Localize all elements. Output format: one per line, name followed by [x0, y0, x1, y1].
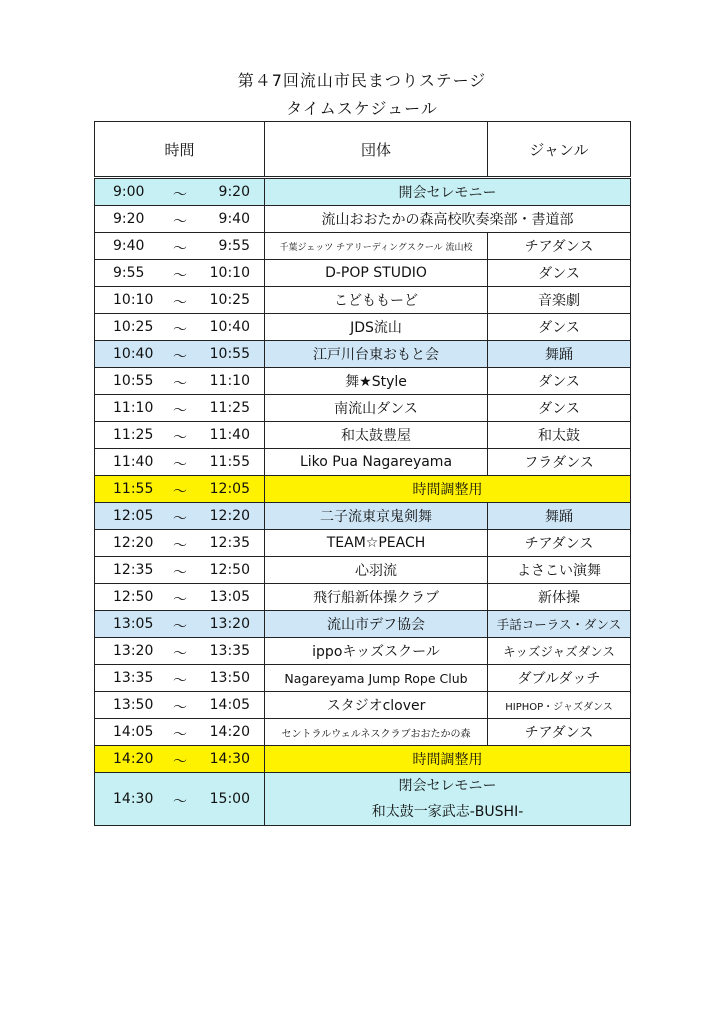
header-time: 時間 [95, 122, 265, 178]
time-cell [95, 341, 265, 368]
tilde: ～ [173, 619, 187, 635]
document-title: 第４7回流山市民まつりステージ [237, 71, 487, 90]
tilde: ～ [173, 673, 187, 689]
table-row [95, 341, 631, 368]
genre-cell: ダブルダッチ [488, 665, 631, 692]
start-time: 14:05 [113, 724, 154, 740]
table-row [95, 395, 631, 422]
table-row [95, 773, 631, 826]
time-cell [95, 206, 265, 233]
end-time: 13:20 [209, 616, 250, 632]
group-line-1: 閉会セレモニー [398, 778, 497, 794]
table-row [95, 719, 631, 746]
group-cell: 流山市デフ協会 [265, 611, 488, 638]
time-cell [95, 314, 265, 341]
start-time: 12:50 [113, 589, 154, 605]
time-cell [95, 449, 265, 476]
genre-cell: よさこい演舞 [488, 557, 631, 584]
start-time: 9:55 [113, 265, 145, 281]
end-time: 11:10 [209, 373, 250, 389]
end-time: 13:50 [209, 670, 250, 686]
end-time: 13:05 [209, 589, 250, 605]
tilde: ～ [173, 538, 187, 554]
group-cell [265, 773, 631, 826]
table-row [95, 314, 631, 341]
table-row [95, 476, 631, 503]
tilde: ～ [173, 268, 187, 284]
group-cell: TEAM☆PEACH [265, 530, 488, 557]
tilde: ～ [173, 592, 187, 608]
time-cell [95, 503, 265, 530]
start-time: 13:05 [113, 616, 154, 632]
start-time: 11:55 [113, 481, 154, 497]
end-time: 12:20 [209, 508, 250, 524]
tilde: ～ [173, 430, 187, 446]
header-genre: ジャンル [488, 122, 631, 178]
table-row [95, 611, 631, 638]
group-cell: JDS流山 [265, 314, 488, 341]
schedule-table [94, 121, 631, 826]
start-time: 11:40 [113, 454, 154, 470]
end-time: 15:00 [209, 791, 250, 807]
group-cell: Nagareyama Jump Rope Club [265, 665, 488, 692]
time-cell [95, 395, 265, 422]
tilde: ～ [173, 727, 187, 743]
table-row [95, 503, 631, 530]
tilde: ～ [173, 241, 187, 257]
tilde: ～ [173, 700, 187, 716]
tilde: ～ [173, 322, 187, 338]
table-row [95, 178, 631, 206]
group-cell: スタジオclover [265, 692, 488, 719]
header-row [95, 122, 631, 178]
group-cell: 飛行船新体操クラブ [265, 584, 488, 611]
time-cell [95, 638, 265, 665]
time-cell [95, 422, 265, 449]
start-time: 12:35 [113, 562, 154, 578]
genre-cell: 手話コーラス・ダンス [488, 611, 631, 638]
tilde: ～ [173, 511, 187, 527]
end-time: 10:25 [209, 292, 250, 308]
genre-cell: 舞踊 [488, 503, 631, 530]
table-row [95, 233, 631, 260]
group-cell: 江戸川台東おもと会 [265, 341, 488, 368]
genre-cell: ダンス [488, 395, 631, 422]
tilde: ～ [173, 754, 187, 770]
tilde: ～ [173, 187, 187, 203]
end-time: 14:30 [209, 751, 250, 767]
table-row [95, 746, 631, 773]
tilde: ～ [173, 646, 187, 662]
group-cell: 舞★Style [265, 368, 488, 395]
time-cell [95, 584, 265, 611]
tilde: ～ [173, 484, 187, 500]
start-time: 12:05 [113, 508, 154, 524]
time-cell [95, 692, 265, 719]
start-time: 13:20 [113, 643, 154, 659]
genre-cell: フラダンス [488, 449, 631, 476]
table-row [95, 665, 631, 692]
time-cell [95, 557, 265, 584]
start-time: 13:50 [113, 697, 154, 713]
end-time: 10:55 [209, 346, 250, 362]
time-cell [95, 719, 265, 746]
table-row [95, 368, 631, 395]
start-time: 11:25 [113, 427, 154, 443]
time-cell [95, 746, 265, 773]
start-time: 10:25 [113, 319, 154, 335]
genre-cell: 舞踊 [488, 341, 631, 368]
header-group: 団体 [265, 122, 488, 178]
start-time: 13:35 [113, 670, 154, 686]
table-row [95, 422, 631, 449]
end-time: 9:55 [218, 238, 250, 254]
start-time: 9:40 [113, 238, 145, 254]
table-row [95, 557, 631, 584]
time-cell [95, 773, 265, 826]
group-cell: 流山おおたかの森高校吹奏楽部・書道部 [265, 206, 631, 233]
time-cell [95, 287, 265, 314]
end-time: 10:10 [209, 265, 250, 281]
tilde: ～ [173, 349, 187, 365]
time-cell [95, 178, 265, 206]
end-time: 12:05 [209, 481, 250, 497]
group-cell: こどももーど [265, 287, 488, 314]
group-line-2: 和太鼓一家武志-BUSHI- [371, 804, 524, 820]
genre-cell: キッズジャズダンス [488, 638, 631, 665]
end-time: 12:50 [209, 562, 250, 578]
table-row [95, 530, 631, 557]
group-cell: セントラルウェルネスクラブおおたかの森 [265, 719, 488, 746]
start-time: 10:55 [113, 373, 154, 389]
table-row [95, 449, 631, 476]
tilde: ～ [173, 457, 187, 473]
genre-cell: 和太鼓 [488, 422, 631, 449]
table-row [95, 287, 631, 314]
table-row [95, 638, 631, 665]
genre-cell: 新体操 [488, 584, 631, 611]
tilde: ～ [173, 794, 187, 810]
genre-cell: ダンス [488, 314, 631, 341]
end-time: 9:20 [218, 184, 250, 200]
genre-cell: ダンス [488, 368, 631, 395]
table-row [95, 206, 631, 233]
genre-cell: チアダンス [488, 233, 631, 260]
group-cell: D-POP STUDIO [265, 260, 488, 287]
end-time: 13:35 [209, 643, 250, 659]
genre-cell: チアダンス [488, 719, 631, 746]
group-cell: 二子流東京鬼剣舞 [265, 503, 488, 530]
genre-cell: ダンス [488, 260, 631, 287]
start-time: 10:40 [113, 346, 154, 362]
end-time: 10:40 [209, 319, 250, 335]
end-time: 11:55 [209, 454, 250, 470]
table-row [95, 260, 631, 287]
tilde: ～ [173, 565, 187, 581]
start-time: 12:20 [113, 535, 154, 551]
end-time: 12:35 [209, 535, 250, 551]
time-cell [95, 233, 265, 260]
end-time: 11:40 [209, 427, 250, 443]
genre-cell: HIPHOP・ジャズダンス [488, 692, 631, 719]
group-cell: 心羽流 [265, 557, 488, 584]
start-time: 14:30 [113, 791, 154, 807]
table-row [95, 692, 631, 719]
end-time: 9:40 [218, 211, 250, 227]
group-cell: 開会セレモニー [265, 178, 631, 206]
tilde: ～ [173, 295, 187, 311]
document-subtitle: タイムスケジュール [286, 99, 438, 118]
time-cell [95, 611, 265, 638]
group-cell: ippoキッズスクール [265, 638, 488, 665]
end-time: 11:25 [209, 400, 250, 416]
tilde: ～ [173, 376, 187, 392]
time-cell [95, 260, 265, 287]
group-cell: 千葉ジェッツ チアリーディングスクール 流山校 [265, 233, 488, 260]
group-cell: 時間調整用 [265, 476, 631, 503]
start-time: 11:10 [113, 400, 154, 416]
end-time: 14:05 [209, 697, 250, 713]
time-cell [95, 368, 265, 395]
end-time: 14:20 [209, 724, 250, 740]
time-cell [95, 476, 265, 503]
group-cell: 和太鼓豊屋 [265, 422, 488, 449]
genre-cell: チアダンス [488, 530, 631, 557]
tilde: ～ [173, 214, 187, 230]
start-time: 9:00 [113, 184, 145, 200]
table-row [95, 584, 631, 611]
start-time: 14:20 [113, 751, 154, 767]
start-time: 9:20 [113, 211, 145, 227]
tilde: ～ [173, 403, 187, 419]
time-cell [95, 665, 265, 692]
time-cell [95, 530, 265, 557]
start-time: 10:10 [113, 292, 154, 308]
group-cell: 南流山ダンス [265, 395, 488, 422]
genre-cell: 音楽劇 [488, 287, 631, 314]
group-cell: 時間調整用 [265, 746, 631, 773]
group-cell: Liko Pua Nagareyama [265, 449, 488, 476]
